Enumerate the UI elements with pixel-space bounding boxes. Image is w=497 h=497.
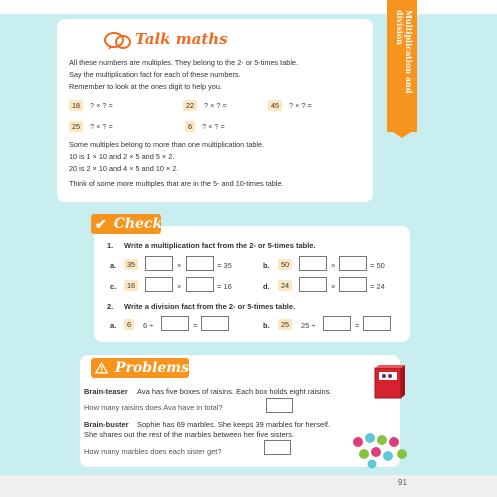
given-number: 35 [124, 259, 138, 270]
answer-box[interactable] [201, 316, 229, 331]
multiple-number: 18 [69, 100, 83, 111]
times-sign: × [331, 282, 336, 291]
result-text: = 35 [217, 261, 232, 270]
multiple-number: 45 [268, 100, 282, 111]
given-number: 6 [124, 319, 134, 330]
chapter-tab-tip [387, 128, 417, 138]
warning-icon [95, 361, 108, 375]
talk-intro-line-2: Say the multiplication fact for each of these numbers. [69, 70, 241, 79]
equals-sign: = [193, 321, 198, 330]
multiple-expression: ? × ? = [204, 101, 227, 110]
question-number: 1. [107, 241, 114, 250]
talk-maths-title: Talk maths [135, 30, 228, 48]
check-header [91, 214, 161, 234]
raisin-box-illustration [373, 364, 406, 400]
result-text: = 16 [217, 282, 232, 291]
part-letter: c. [110, 282, 117, 291]
multiple-number: 22 [183, 100, 197, 111]
times-sign: × [177, 282, 182, 291]
part-letter: d. [263, 282, 270, 291]
marbles-illustration [350, 430, 410, 470]
brain-buster-label: Brain-buster [84, 420, 129, 429]
multiple-number: 25 [69, 121, 83, 132]
talk-more-line-1: Some multiples belong to more than one multiplication table. [69, 140, 265, 149]
question-text: Write a multiplication fact from the 2- or 5-times table. [124, 241, 316, 250]
answer-box[interactable] [145, 256, 173, 271]
talk-intro-line-3: Remember to look at the ones digit to help you. [69, 82, 222, 91]
brain-buster-text-1: Sophie has 69 marbles. She keeps 39 marbles for herself. [137, 420, 331, 429]
times-sign: × [331, 261, 336, 270]
page-bottom-strip [0, 475, 497, 497]
answer-box[interactable] [323, 316, 351, 331]
division-expression: 6 ÷ [143, 321, 154, 330]
page-top-strip [0, 0, 497, 14]
answer-box[interactable] [339, 277, 367, 292]
problems-header [91, 358, 189, 378]
result-text: = 24 [370, 282, 385, 291]
given-number: 50 [278, 259, 292, 270]
problems-title: Problems [115, 360, 189, 376]
speech-bubbles-icon [104, 31, 132, 51]
answer-box[interactable] [145, 277, 173, 292]
answer-box[interactable] [186, 277, 214, 292]
brain-buster-text-2: She shares out the rest of the marbles between her five sisters. [84, 430, 295, 439]
part-letter: a. [110, 321, 117, 330]
answer-box[interactable] [299, 256, 327, 271]
brain-buster-question: How many marbles does each sister get? [84, 447, 222, 456]
equals-sign: = [355, 321, 360, 330]
answer-box[interactable] [186, 256, 214, 271]
answer-box[interactable] [363, 316, 391, 331]
given-number: 16 [124, 280, 138, 291]
check-title: Check [113, 216, 163, 232]
brain-teaser-text: Ava has five boxes of raisins. Each box holds eight raisins. [137, 387, 332, 396]
answer-box[interactable] [299, 277, 327, 292]
given-number: 25 [278, 319, 292, 330]
multiple-expression: ? × ? = [289, 101, 312, 110]
chapter-tab-label: Multiplication and division [395, 10, 414, 94]
page-number: 91 [398, 478, 407, 487]
multiple-expression: ? × ? = [90, 122, 113, 131]
multiple-expression: ? × ? = [202, 122, 225, 131]
result-text: = 50 [370, 261, 385, 270]
question-text: Write a division fact from the 2- or 5-times table. [124, 302, 296, 311]
part-letter: a. [110, 261, 117, 270]
talk-more-line-2: 10 is 1 × 10 and 2 × 5 and 5 × 2. [69, 152, 175, 161]
brain-teaser-answer-box[interactable] [266, 398, 293, 413]
talk-more-line-3: 20 is 2 × 10 and 4 × 5 and 10 × 2. [69, 164, 179, 173]
multiple-number: 6 [185, 121, 195, 132]
brain-teaser-question: How many raisins does Ava have in total? [84, 403, 223, 412]
given-number: 24 [278, 280, 292, 291]
talk-intro-line-1: All these numbers are multiples. They belong to the 2- or 5-times table. [69, 58, 299, 67]
answer-box[interactable] [161, 316, 189, 331]
division-expression: 25 ÷ [301, 321, 316, 330]
part-letter: b. [263, 261, 270, 270]
multiple-expression: ? × ? = [90, 101, 113, 110]
brain-buster-answer-box[interactable] [264, 440, 291, 455]
part-letter: b. [263, 321, 270, 330]
answer-box[interactable] [339, 256, 367, 271]
question-number: 2. [107, 302, 114, 311]
times-sign: × [177, 261, 182, 270]
tick-icon: ✔ [95, 215, 107, 232]
talk-think-line: Think of some more multiples that are in the 5- and 10-times table. [69, 179, 284, 188]
brain-teaser-label: Brain-teaser [84, 387, 128, 396]
